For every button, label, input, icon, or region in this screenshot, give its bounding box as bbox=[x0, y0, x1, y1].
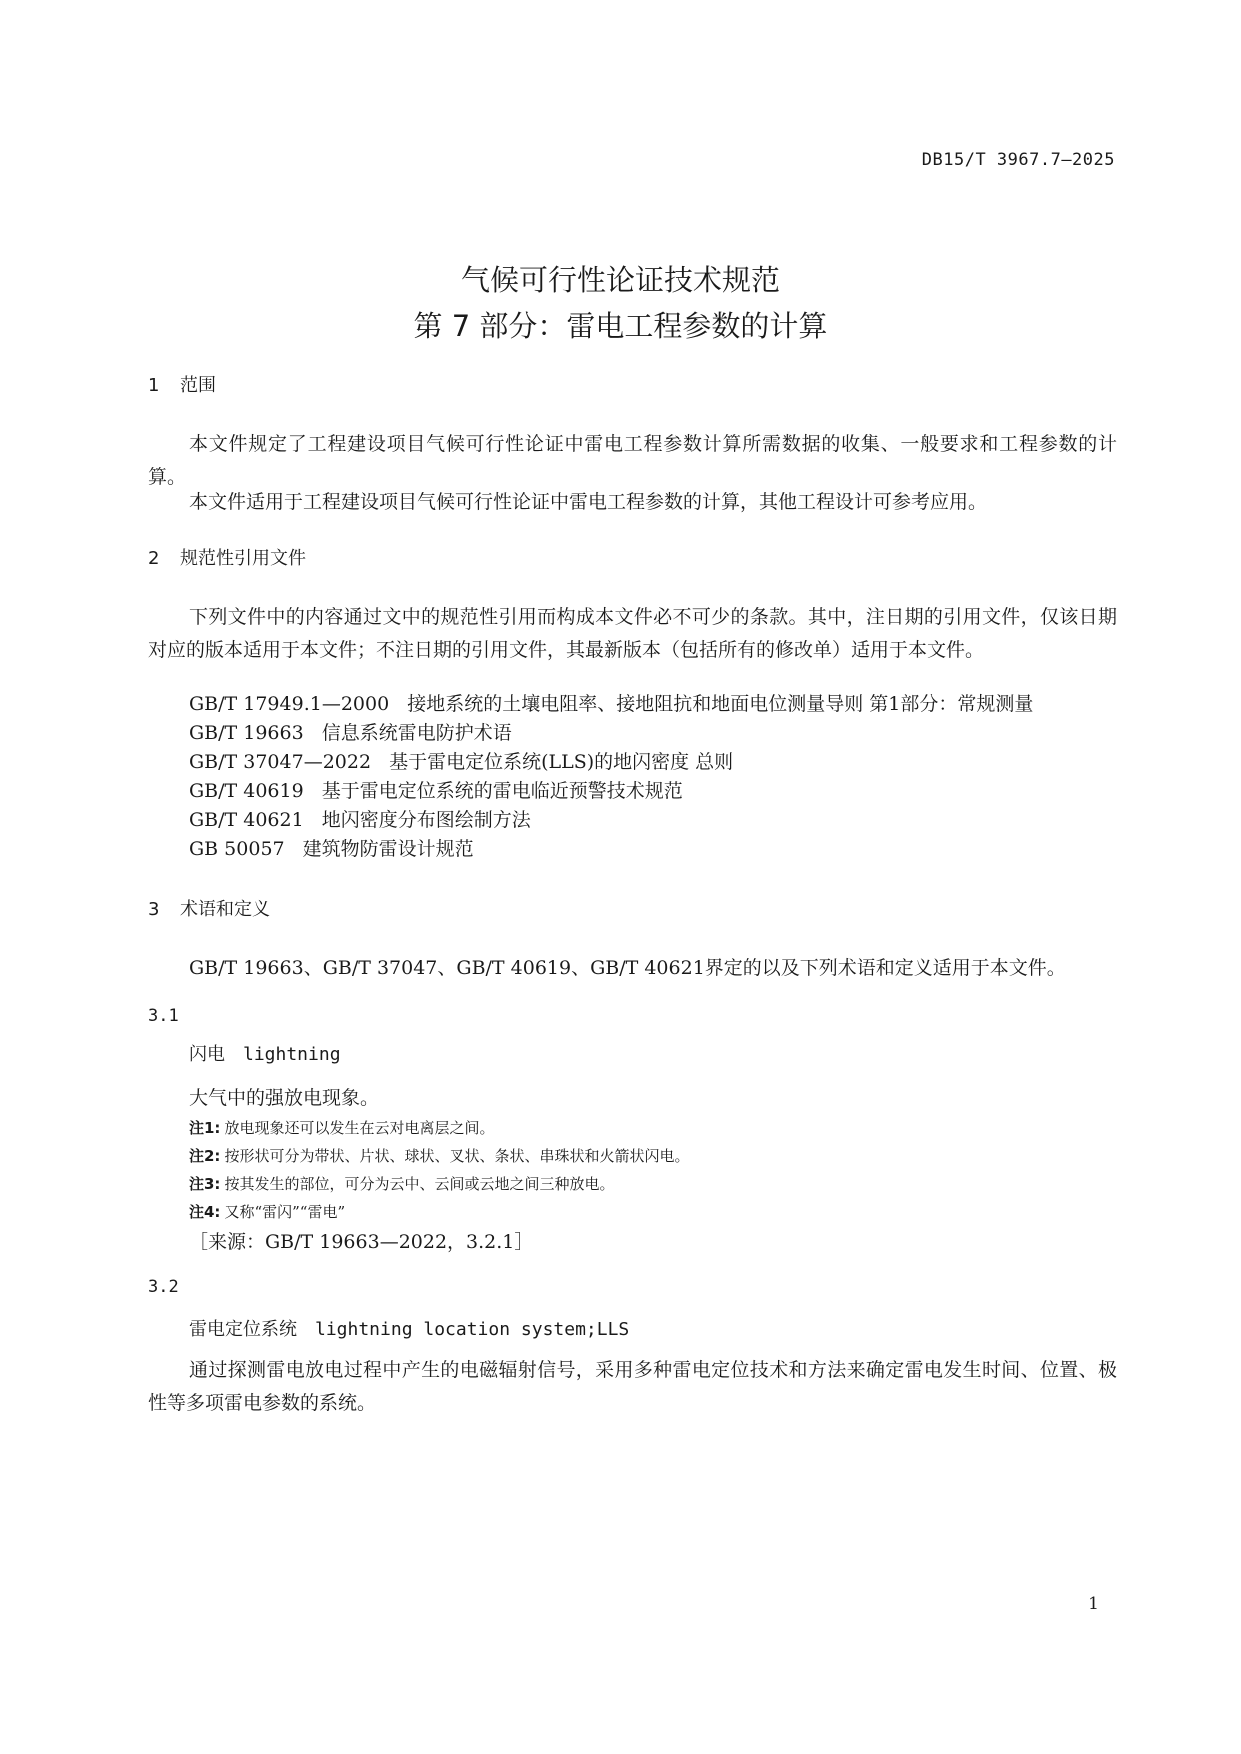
note-text: 按形状可分为带状、片状、球状、叉状、条状、串珠状和火箭状闪电。 bbox=[224, 1147, 690, 1165]
reference-code: GB/T 37047—2022 bbox=[189, 751, 372, 773]
reference-title: 信息系统雷电防护术语 bbox=[321, 722, 512, 744]
document-title: 气候可行性论证技术规范 bbox=[460, 263, 780, 297]
page-number: 1 bbox=[1088, 1594, 1099, 1614]
reference-item bbox=[189, 721, 512, 745]
reference-item bbox=[189, 837, 474, 861]
term-chinese: 雷电定位系统 bbox=[189, 1319, 297, 1340]
note-text: 放电现象还可以发生在云对电离层之间。 bbox=[224, 1119, 495, 1137]
reference-code: GB/T 40621 bbox=[189, 809, 304, 831]
reference-title: 基于雷电定位系统的雷电临近预警技术规范 bbox=[321, 780, 683, 802]
term-chinese: 闪电 bbox=[189, 1044, 225, 1065]
term-number: 3.2 bbox=[148, 1277, 179, 1297]
term-name bbox=[189, 1043, 341, 1067]
term-note bbox=[189, 1118, 494, 1138]
section-3-number: 3 bbox=[148, 899, 160, 920]
section-2-number: 2 bbox=[148, 548, 160, 569]
term-english: lightning location system;LLS bbox=[315, 1319, 630, 1340]
section-2-paragraph: 下列文件中的内容通过文中的规范性引用而构成本文件必不可少的条款。其中，注日期的引用文件，仅该日期对应的版本适用于本文件；不注日期的引用文件，其最新版本（包括所有的修改单）适用于本文件。 bbox=[148, 606, 1117, 661]
section-1-title: 范围 bbox=[180, 375, 216, 396]
reference-title: 建筑物防雷设计规范 bbox=[302, 838, 474, 860]
reference-title: 地闪密度分布图绘制方法 bbox=[321, 809, 531, 831]
term-note bbox=[189, 1174, 614, 1194]
reference-item bbox=[189, 808, 531, 832]
section-3-heading bbox=[148, 898, 270, 922]
section-3-intro: GB/T 19663、GB/T 37047、GB/T 40619、GB/T 40621界定的以及下列术语和定义适用于本文件。 bbox=[189, 957, 1066, 979]
section-2-heading bbox=[148, 547, 306, 571]
reference-item bbox=[189, 750, 733, 774]
note-text: 按其发生的部位，可分为云中、云间或云地之间三种放电。 bbox=[224, 1175, 615, 1193]
note-label: 注2: bbox=[189, 1147, 221, 1165]
term-note bbox=[189, 1202, 345, 1222]
document-subtitle: 第 7 部分：雷电工程参数的计算 bbox=[413, 309, 828, 343]
section-1-paragraph-2: 本文件适用于工程建设项目气候可行性论证中雷电工程参数的计算，其他工程设计可参考应用。 bbox=[189, 491, 988, 513]
note-text: 又称“雷闪”“雷电” bbox=[224, 1203, 346, 1221]
reference-title: 接地系统的土壤电阻率、接地阻抗和地面电位测量导则 第1部分：常规测量 bbox=[407, 693, 1034, 715]
reference-item bbox=[189, 692, 1033, 716]
note-label: 注3: bbox=[189, 1175, 221, 1193]
term-definition: 大气中的强放电现象。 bbox=[189, 1087, 380, 1109]
reference-title: 基于雷电定位系统(LLS)的地闪密度 总则 bbox=[389, 751, 734, 773]
term-source: ［来源：GB/T 19663—2022，3.2.1］ bbox=[189, 1231, 534, 1253]
note-label: 注1: bbox=[189, 1119, 221, 1137]
section-3-title: 术语和定义 bbox=[180, 899, 270, 920]
section-1-paragraph-1: 本文件规定了工程建设项目气候可行性论证中雷电工程参数计算所需数据的收集、一般要求和工程参数的计算。 bbox=[148, 433, 1117, 488]
term-number: 3.1 bbox=[148, 1006, 179, 1026]
reference-code: GB/T 40619 bbox=[189, 780, 304, 802]
reference-code: GB/T 19663 bbox=[189, 722, 304, 744]
section-2-title: 规范性引用文件 bbox=[180, 548, 306, 569]
reference-code: GB/T 17949.1—2000 bbox=[189, 693, 390, 715]
term-name bbox=[189, 1318, 629, 1342]
document-code: DB15/T 3967.7—2025 bbox=[921, 150, 1115, 170]
reference-code: GB 50057 bbox=[189, 838, 285, 860]
note-label: 注4: bbox=[189, 1203, 221, 1221]
section-1-number: 1 bbox=[148, 375, 160, 396]
section-1-heading bbox=[148, 374, 216, 398]
term-definition: 通过探测雷电放电过程中产生的电磁辐射信号，采用多种雷电定位技术和方法来确定雷电发生时间、位置、极性等多项雷电参数的系统。 bbox=[148, 1359, 1117, 1414]
term-note bbox=[189, 1146, 689, 1166]
term-english: lightning bbox=[243, 1044, 341, 1065]
reference-item bbox=[189, 779, 683, 803]
